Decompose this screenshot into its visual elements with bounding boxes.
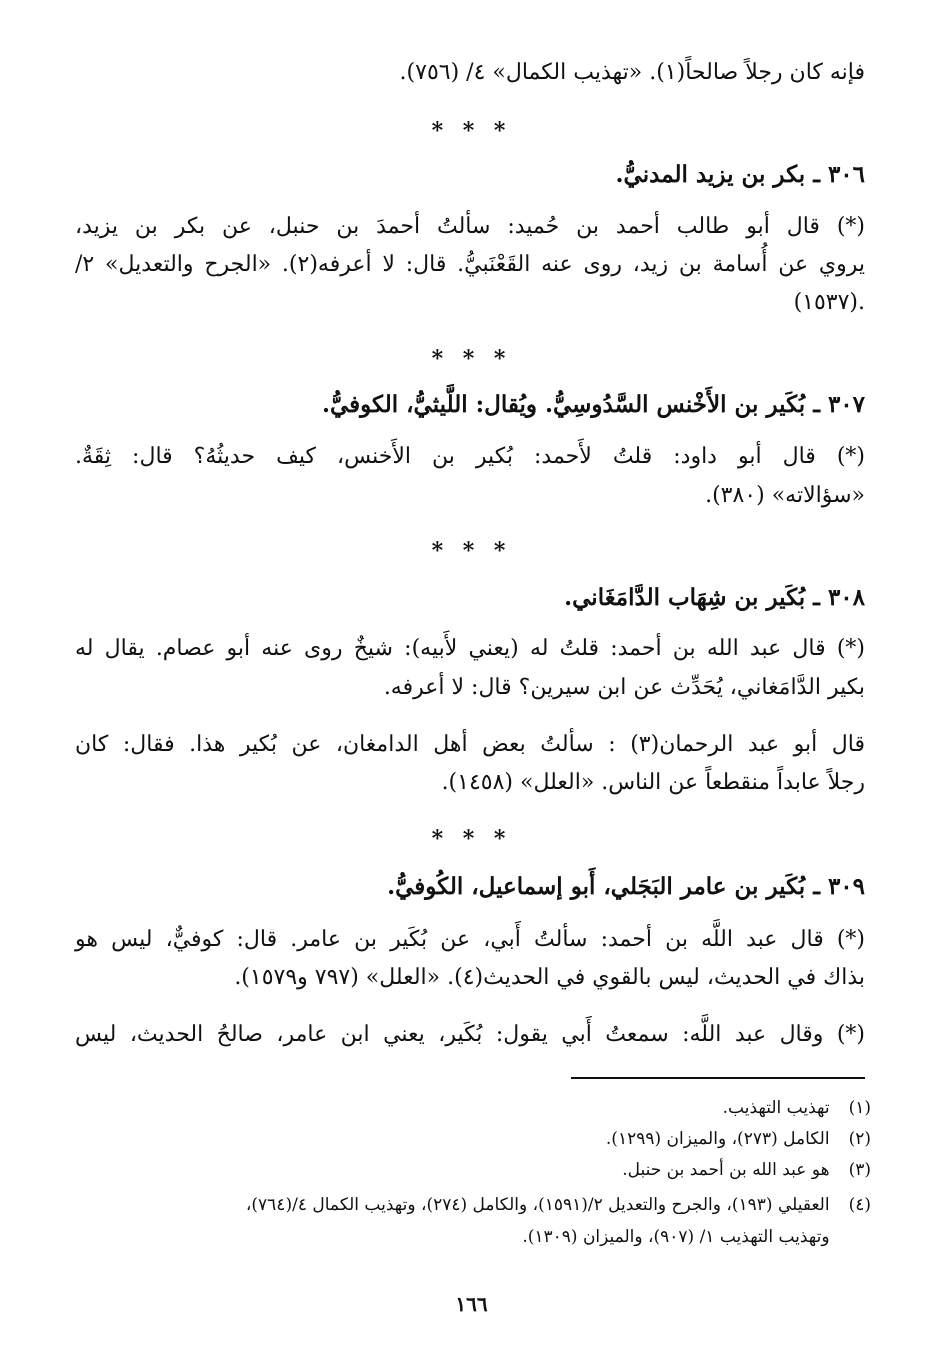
footnote bbox=[71, 1192, 871, 1218]
section-separator: * * * bbox=[431, 346, 512, 372]
text-line: (*) قال عبد الله بن أحمد: قلتُ له (يعني لأَبيه): شيخٌ روى عنه أبو عصام. يقال له bbox=[75, 636, 865, 661]
text-line: فإنه كان رجلاً صالحاً(١). «تهذيب الكمال» ٤/ (٧٥٦). bbox=[399, 60, 865, 85]
footnote bbox=[71, 1157, 871, 1183]
text-line: «سؤالاته» (٣٨٠). bbox=[705, 483, 865, 508]
text-line: (*) وقال عبد اللَّه: سمعتُ أَبي يقول: بُكَير، يعني ابن عامر، صالحُ الحديث، ليس bbox=[75, 1022, 865, 1047]
footnote-number: (٢) bbox=[848, 1129, 871, 1149]
entry-heading-309: ٣٠٩ ـ بُكَير بن عامر البَجَلي، أَبو إسماعيل، الكُوفيُّ. bbox=[387, 873, 865, 900]
section-separator: * * * bbox=[431, 118, 512, 144]
text-line: قال أبو عبد الرحمان(٣) : سألتُ بعض أهل الدامغان، عن بُكير هذا. فقال: كان bbox=[75, 732, 865, 757]
footnote bbox=[71, 1095, 871, 1121]
footnote-number: (٤) bbox=[848, 1195, 871, 1215]
footnote-text: الكامل (٢٧٣)، والميزان (١٢٩٩). bbox=[605, 1129, 830, 1149]
section-separator: * * * bbox=[431, 538, 512, 564]
footnote-text: العقيلي (١٩٣)، والجرح والتعديل ٢/(١٥٩١)، والكامل (٢٧٤)، وتهذيب الكمال ٤/(٧٦٤)، bbox=[245, 1195, 830, 1215]
text-line: رجلاً عابداً منقطعاً عن الناس. «العلل» (١٤٥٨). bbox=[441, 770, 865, 795]
text-line: (*) قال عبد اللَّه بن أحمد: سألتُ أَبي، عن بُكَير بن عامر. قال: كوفيٌّ، ليس هو bbox=[75, 927, 866, 952]
text-line: (*) قال أبو داود: قلتُ لأَحمد: بُكير بن الأَخنس، كيف حديثُهُ؟ قال: ثِقَةٌ. bbox=[75, 444, 865, 469]
footnote-continuation bbox=[71, 1224, 871, 1250]
footnote-number: (٣) bbox=[848, 1160, 871, 1180]
entry-heading-307: ٣٠٧ ـ بُكَير بن الأَخْنس السَّدُوسِيُّ. ويُقال: اللَّيثيُّ، الكوفيُّ. bbox=[321, 391, 865, 418]
footnote-text: تهذيب التهذيب. bbox=[722, 1098, 830, 1118]
entry-heading-308: ٣٠٨ ـ بُكَير بن شِهَاب الدَّامَغَاني. bbox=[564, 584, 865, 611]
text-line: .(١٥٣٧) bbox=[793, 290, 865, 315]
text-line: (*) قال أبو طالب أحمد بن حُميد: سألتُ أحمدَ بن حنبل، عن بكر بن يزيد، bbox=[75, 214, 865, 239]
footnote-number: (١) bbox=[848, 1098, 871, 1118]
page-number: ١٦٦ bbox=[455, 1292, 488, 1316]
footnote-text: وتهذيب التهذيب ١/ (٩٠٧)، والميزان (١٣٠٩). bbox=[522, 1227, 830, 1247]
entry-heading-306: ٣٠٦ ـ بكر بن يزيد المدنيُّ. bbox=[615, 161, 865, 188]
text-line: بكير الدَّامَغاني، يُحَدِّث عن ابن سيرين؟ قال: لا أعرفه. bbox=[383, 675, 865, 700]
section-separator: * * * bbox=[431, 826, 512, 852]
text-line: يروي عن أُسامة بن زيد، روى عنه القَعْنَبيُّ. قال: لا أعرفه(٢). «الجرح والتعديل» ٢/ bbox=[75, 252, 865, 277]
text-line: بذاك في الحديث، ليس بالقوي في الحديث(٤). «العلل» (٧٩٧ و١٥٧٩). bbox=[234, 965, 865, 990]
footnote-divider bbox=[571, 1077, 865, 1079]
footnote-text: هو عبد الله بن أحمد بن حنبل. bbox=[622, 1160, 830, 1180]
footnote bbox=[71, 1126, 871, 1152]
